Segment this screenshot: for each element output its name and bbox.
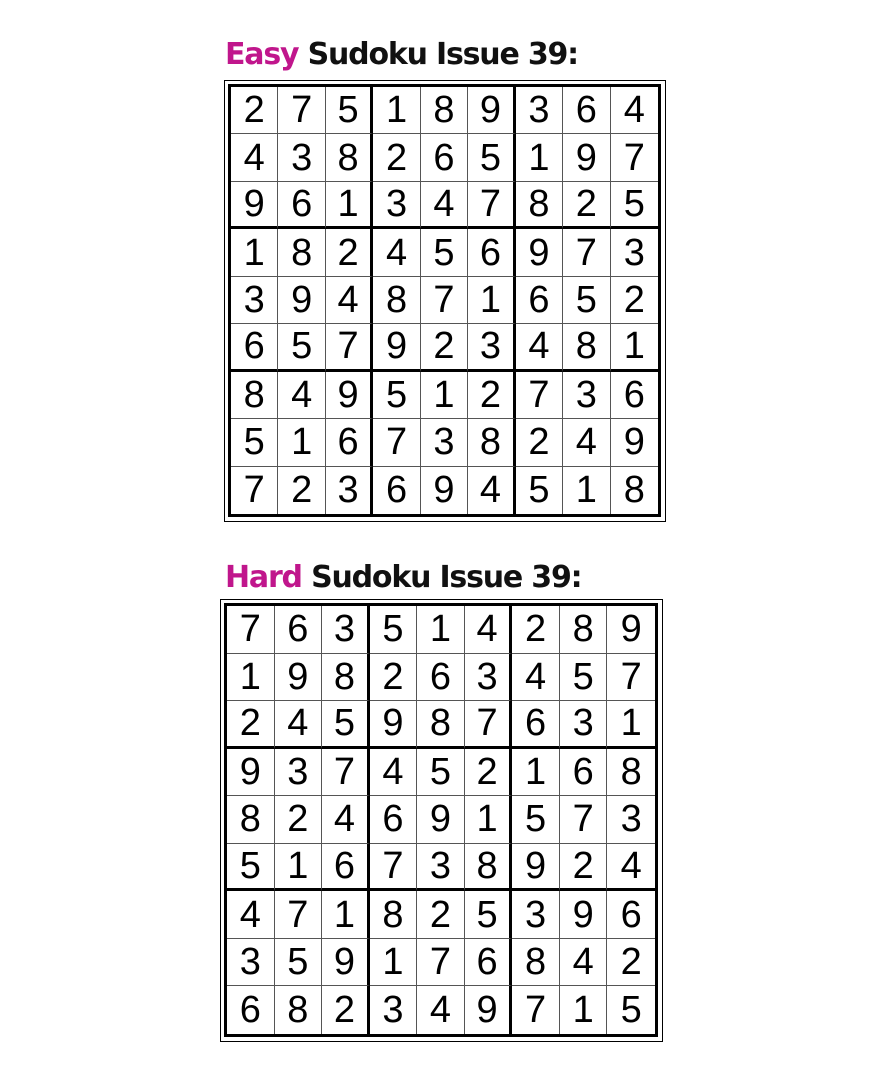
- sudoku-cell[interactable]: 7: [417, 939, 465, 987]
- sudoku-cell[interactable]: 8: [227, 796, 275, 844]
- sudoku-cell[interactable]: 9: [231, 182, 278, 229]
- sudoku-cell[interactable]: 8: [465, 844, 513, 892]
- sudoku-cell[interactable]: 3: [227, 939, 275, 987]
- sudoku-cell[interactable]: 5: [611, 182, 658, 229]
- hard-sudoku-grid: [224, 603, 658, 1037]
- sudoku-cell[interactable]: 2: [516, 419, 563, 466]
- sudoku-cell[interactable]: 1: [512, 749, 560, 797]
- sudoku-cell[interactable]: 7: [563, 229, 610, 276]
- sudoku-cell[interactable]: 5: [417, 749, 465, 797]
- sudoku-cell[interactable]: 4: [275, 701, 323, 749]
- sudoku-cell[interactable]: 1: [560, 986, 608, 1034]
- sudoku-cell[interactable]: 7: [231, 467, 278, 514]
- sudoku-cell[interactable]: 7: [468, 182, 515, 229]
- sudoku-cell[interactable]: 4: [370, 749, 418, 797]
- sudoku-cell[interactable]: 6: [465, 939, 513, 987]
- sudoku-cell[interactable]: 2: [607, 939, 655, 987]
- sudoku-cell[interactable]: 4: [417, 986, 465, 1034]
- sudoku-cell[interactable]: 3: [512, 891, 560, 939]
- sudoku-cell[interactable]: 8: [560, 606, 608, 654]
- sudoku-cell[interactable]: 5: [370, 606, 418, 654]
- sudoku-cell[interactable]: 8: [421, 87, 468, 134]
- sudoku-cell[interactable]: 5: [373, 372, 420, 419]
- sudoku-cell[interactable]: 8: [275, 986, 323, 1034]
- sudoku-cell[interactable]: 4: [611, 87, 658, 134]
- easy-difficulty-label: Easy: [225, 37, 299, 72]
- sudoku-cell[interactable]: 7: [322, 749, 370, 797]
- sudoku-cell[interactable]: 4: [465, 606, 513, 654]
- sudoku-cell[interactable]: 6: [326, 419, 373, 466]
- sudoku-cell[interactable]: 9: [465, 986, 513, 1034]
- sudoku-cell[interactable]: 8: [623, 469, 645, 512]
- sudoku-cell[interactable]: 6: [512, 701, 560, 749]
- sudoku-cell[interactable]: 1: [611, 324, 658, 371]
- sudoku-cell[interactable]: 3: [516, 87, 563, 134]
- sudoku-cell[interactable]: 5: [465, 891, 513, 939]
- sudoku-cell[interactable]: 6: [275, 606, 323, 654]
- sudoku-cell[interactable]: 6: [560, 749, 608, 797]
- easy-puzzle-title: [225, 37, 578, 72]
- sudoku-cell[interactable]: 9: [560, 891, 608, 939]
- sudoku-cell[interactable]: 8: [373, 277, 420, 324]
- sudoku-cell[interactable]: 9: [468, 87, 515, 134]
- sudoku-cell[interactable]: 6: [231, 324, 278, 371]
- sudoku-cell[interactable]: 2: [370, 654, 418, 702]
- sudoku-cell[interactable]: 6: [468, 229, 515, 276]
- sudoku-cell[interactable]: 3: [373, 182, 420, 229]
- sudoku-cell[interactable]: 4: [512, 654, 560, 702]
- sudoku-cell[interactable]: 6: [607, 891, 655, 939]
- sudoku-cell[interactable]: 5: [322, 701, 370, 749]
- sudoku-cell[interactable]: 9: [278, 277, 325, 324]
- sudoku-cell[interactable]: 2: [468, 372, 515, 419]
- sudoku-cell[interactable]: 6: [322, 844, 370, 892]
- sudoku-cell[interactable]: 4: [373, 229, 420, 276]
- sudoku-cell[interactable]: 4: [322, 796, 370, 844]
- sudoku-cell[interactable]: 5: [512, 796, 560, 844]
- sudoku-cell[interactable]: 5: [620, 989, 642, 1032]
- sudoku-cell[interactable]: 7: [607, 654, 655, 702]
- sudoku-cell[interactable]: 1: [227, 654, 275, 702]
- sudoku-cell[interactable]: 6: [563, 87, 610, 134]
- sudoku-cell[interactable]: 5: [468, 134, 515, 181]
- sudoku-cell[interactable]: 5: [326, 87, 373, 134]
- sudoku-cell[interactable]: 1: [421, 372, 468, 419]
- hard-puzzle-title: [225, 560, 582, 595]
- sudoku-cell[interactable]: 1: [231, 229, 278, 276]
- sudoku-cell[interactable]: 9: [373, 324, 420, 371]
- sudoku-cell[interactable]: 9: [512, 844, 560, 892]
- sudoku-cell[interactable]: 7: [560, 796, 608, 844]
- sudoku-cell[interactable]: 1: [278, 419, 325, 466]
- sudoku-cell[interactable]: 1: [417, 606, 465, 654]
- hard-difficulty-label: Hard: [225, 560, 302, 595]
- sudoku-cell[interactable]: 5: [227, 844, 275, 892]
- sudoku-cell[interactable]: 8: [607, 749, 655, 797]
- sudoku-cell[interactable]: 2: [560, 844, 608, 892]
- sudoku-cell[interactable]: 1: [275, 844, 323, 892]
- sudoku-cell[interactable]: 4: [560, 939, 608, 987]
- sudoku-cell[interactable]: 2: [227, 701, 275, 749]
- easy-sudoku-grid: [228, 84, 661, 517]
- sudoku-cell[interactable]: 1: [373, 87, 420, 134]
- sudoku-cell[interactable]: 8: [516, 182, 563, 229]
- sudoku-cell[interactable]: 3: [370, 986, 418, 1034]
- hard-sudoku-frame: [220, 599, 663, 1042]
- sudoku-cell[interactable]: 5: [231, 419, 278, 466]
- sudoku-cell[interactable]: 9: [516, 229, 563, 276]
- sudoku-cell[interactable]: 1: [516, 134, 563, 181]
- sudoku-cell[interactable]: 3: [421, 419, 468, 466]
- sudoku-cell[interactable]: 4: [468, 467, 515, 514]
- sudoku-cell[interactable]: 2: [465, 749, 513, 797]
- sudoku-cell[interactable]: 1: [563, 467, 610, 514]
- sudoku-cell[interactable]: 2: [326, 229, 373, 276]
- sudoku-cell[interactable]: 3: [560, 701, 608, 749]
- sudoku-cell[interactable]: 7: [326, 324, 373, 371]
- sudoku-cell[interactable]: 9: [326, 372, 373, 419]
- sudoku-cell[interactable]: 3: [563, 372, 610, 419]
- sudoku-cell[interactable]: 3: [322, 606, 370, 654]
- sudoku-cell[interactable]: 6: [373, 467, 420, 514]
- sudoku-cell[interactable]: 8: [322, 654, 370, 702]
- sudoku-cell[interactable]: 9: [563, 134, 610, 181]
- sudoku-cell[interactable]: 7: [421, 277, 468, 324]
- hard-title-text: Sudoku Issue 39:: [301, 560, 582, 595]
- sudoku-cell[interactable]: 9: [417, 796, 465, 844]
- sudoku-cell[interactable]: 2: [512, 606, 560, 654]
- sudoku-cell[interactable]: 3: [326, 467, 373, 514]
- sudoku-cell[interactable]: 2: [611, 277, 658, 324]
- sudoku-cell[interactable]: 2: [278, 467, 325, 514]
- sudoku-cell[interactable]: 6: [421, 134, 468, 181]
- sudoku-cell[interactable]: 4: [421, 182, 468, 229]
- sudoku-cell[interactable]: 4: [231, 134, 278, 181]
- sudoku-cell[interactable]: 1: [322, 891, 370, 939]
- sudoku-cell[interactable]: 5: [516, 467, 563, 514]
- sudoku-cell[interactable]: 4: [227, 891, 275, 939]
- sudoku-cell[interactable]: 8: [563, 324, 610, 371]
- sudoku-cell[interactable]: 7: [227, 606, 275, 654]
- sudoku-cell[interactable]: 1: [370, 939, 418, 987]
- sudoku-cell[interactable]: 7: [373, 419, 420, 466]
- sudoku-cell[interactable]: 8: [417, 701, 465, 749]
- sudoku-cell[interactable]: 3: [231, 277, 278, 324]
- sudoku-cell[interactable]: 7: [465, 701, 513, 749]
- sudoku-cell[interactable]: 2: [417, 891, 465, 939]
- sudoku-cell[interactable]: 1: [465, 796, 513, 844]
- sudoku-cell[interactable]: 3: [278, 134, 325, 181]
- sudoku-cell[interactable]: 7: [278, 87, 325, 134]
- sudoku-cell[interactable]: 2: [421, 324, 468, 371]
- sudoku-cell[interactable]: 9: [370, 701, 418, 749]
- sudoku-cell[interactable]: 1: [607, 701, 655, 749]
- sudoku-cell[interactable]: 4: [326, 277, 373, 324]
- sudoku-cell[interactable]: 5: [278, 324, 325, 371]
- sudoku-cell[interactable]: 5: [421, 229, 468, 276]
- sudoku-cell[interactable]: 9: [275, 654, 323, 702]
- sudoku-cell[interactable]: 6: [227, 986, 275, 1034]
- sudoku-cell[interactable]: 2: [231, 87, 278, 134]
- sudoku-cell[interactable]: 3: [275, 749, 323, 797]
- sudoku-cell[interactable]: 7: [275, 891, 323, 939]
- sudoku-cell[interactable]: 8: [370, 891, 418, 939]
- sudoku-cell[interactable]: 1: [468, 277, 515, 324]
- sudoku-cell[interactable]: 6: [278, 182, 325, 229]
- sudoku-cell[interactable]: 3: [417, 844, 465, 892]
- sudoku-cell[interactable]: 9: [421, 467, 468, 514]
- sudoku-cell[interactable]: 7: [611, 134, 658, 181]
- sudoku-cell[interactable]: 4: [563, 419, 610, 466]
- sudoku-cell[interactable]: 8: [231, 372, 278, 419]
- sudoku-cell[interactable]: 9: [611, 419, 658, 466]
- sudoku-cell[interactable]: 2: [322, 986, 370, 1034]
- sudoku-cell[interactable]: 9: [322, 939, 370, 987]
- sudoku-cell[interactable]: 7: [512, 986, 560, 1034]
- sudoku-cell[interactable]: 6: [370, 796, 418, 844]
- sudoku-cell[interactable]: 4: [607, 844, 655, 892]
- sudoku-cell[interactable]: 5: [563, 277, 610, 324]
- easy-title-text: Sudoku Issue 39:: [298, 37, 578, 72]
- sudoku-cell[interactable]: 5: [275, 939, 323, 987]
- sudoku-cell[interactable]: 6: [516, 277, 563, 324]
- sudoku-cell[interactable]: 2: [373, 134, 420, 181]
- sudoku-cell[interactable]: 8: [278, 229, 325, 276]
- sudoku-cell[interactable]: 3: [611, 229, 658, 276]
- easy-sudoku-frame: [224, 80, 666, 522]
- sudoku-cell[interactable]: 9: [227, 749, 275, 797]
- sudoku-cell[interactable]: 8: [468, 419, 515, 466]
- sudoku-cell[interactable]: 3: [465, 654, 513, 702]
- sudoku-cell[interactable]: 2: [563, 182, 610, 229]
- sudoku-cell[interactable]: 4: [278, 372, 325, 419]
- sudoku-cell[interactable]: 3: [468, 324, 515, 371]
- sudoku-cell[interactable]: 7: [370, 844, 418, 892]
- sudoku-cell[interactable]: 9: [607, 606, 655, 654]
- sudoku-cell[interactable]: 2: [275, 796, 323, 844]
- sudoku-cell[interactable]: 8: [512, 939, 560, 987]
- sudoku-cell[interactable]: 7: [516, 372, 563, 419]
- sudoku-cell[interactable]: 4: [516, 324, 563, 371]
- sudoku-cell[interactable]: 6: [417, 654, 465, 702]
- sudoku-cell[interactable]: 1: [326, 182, 373, 229]
- sudoku-cell[interactable]: 3: [607, 796, 655, 844]
- sudoku-cell[interactable]: 6: [611, 372, 658, 419]
- sudoku-cell[interactable]: 8: [326, 134, 373, 181]
- sudoku-cell[interactable]: 5: [560, 654, 608, 702]
